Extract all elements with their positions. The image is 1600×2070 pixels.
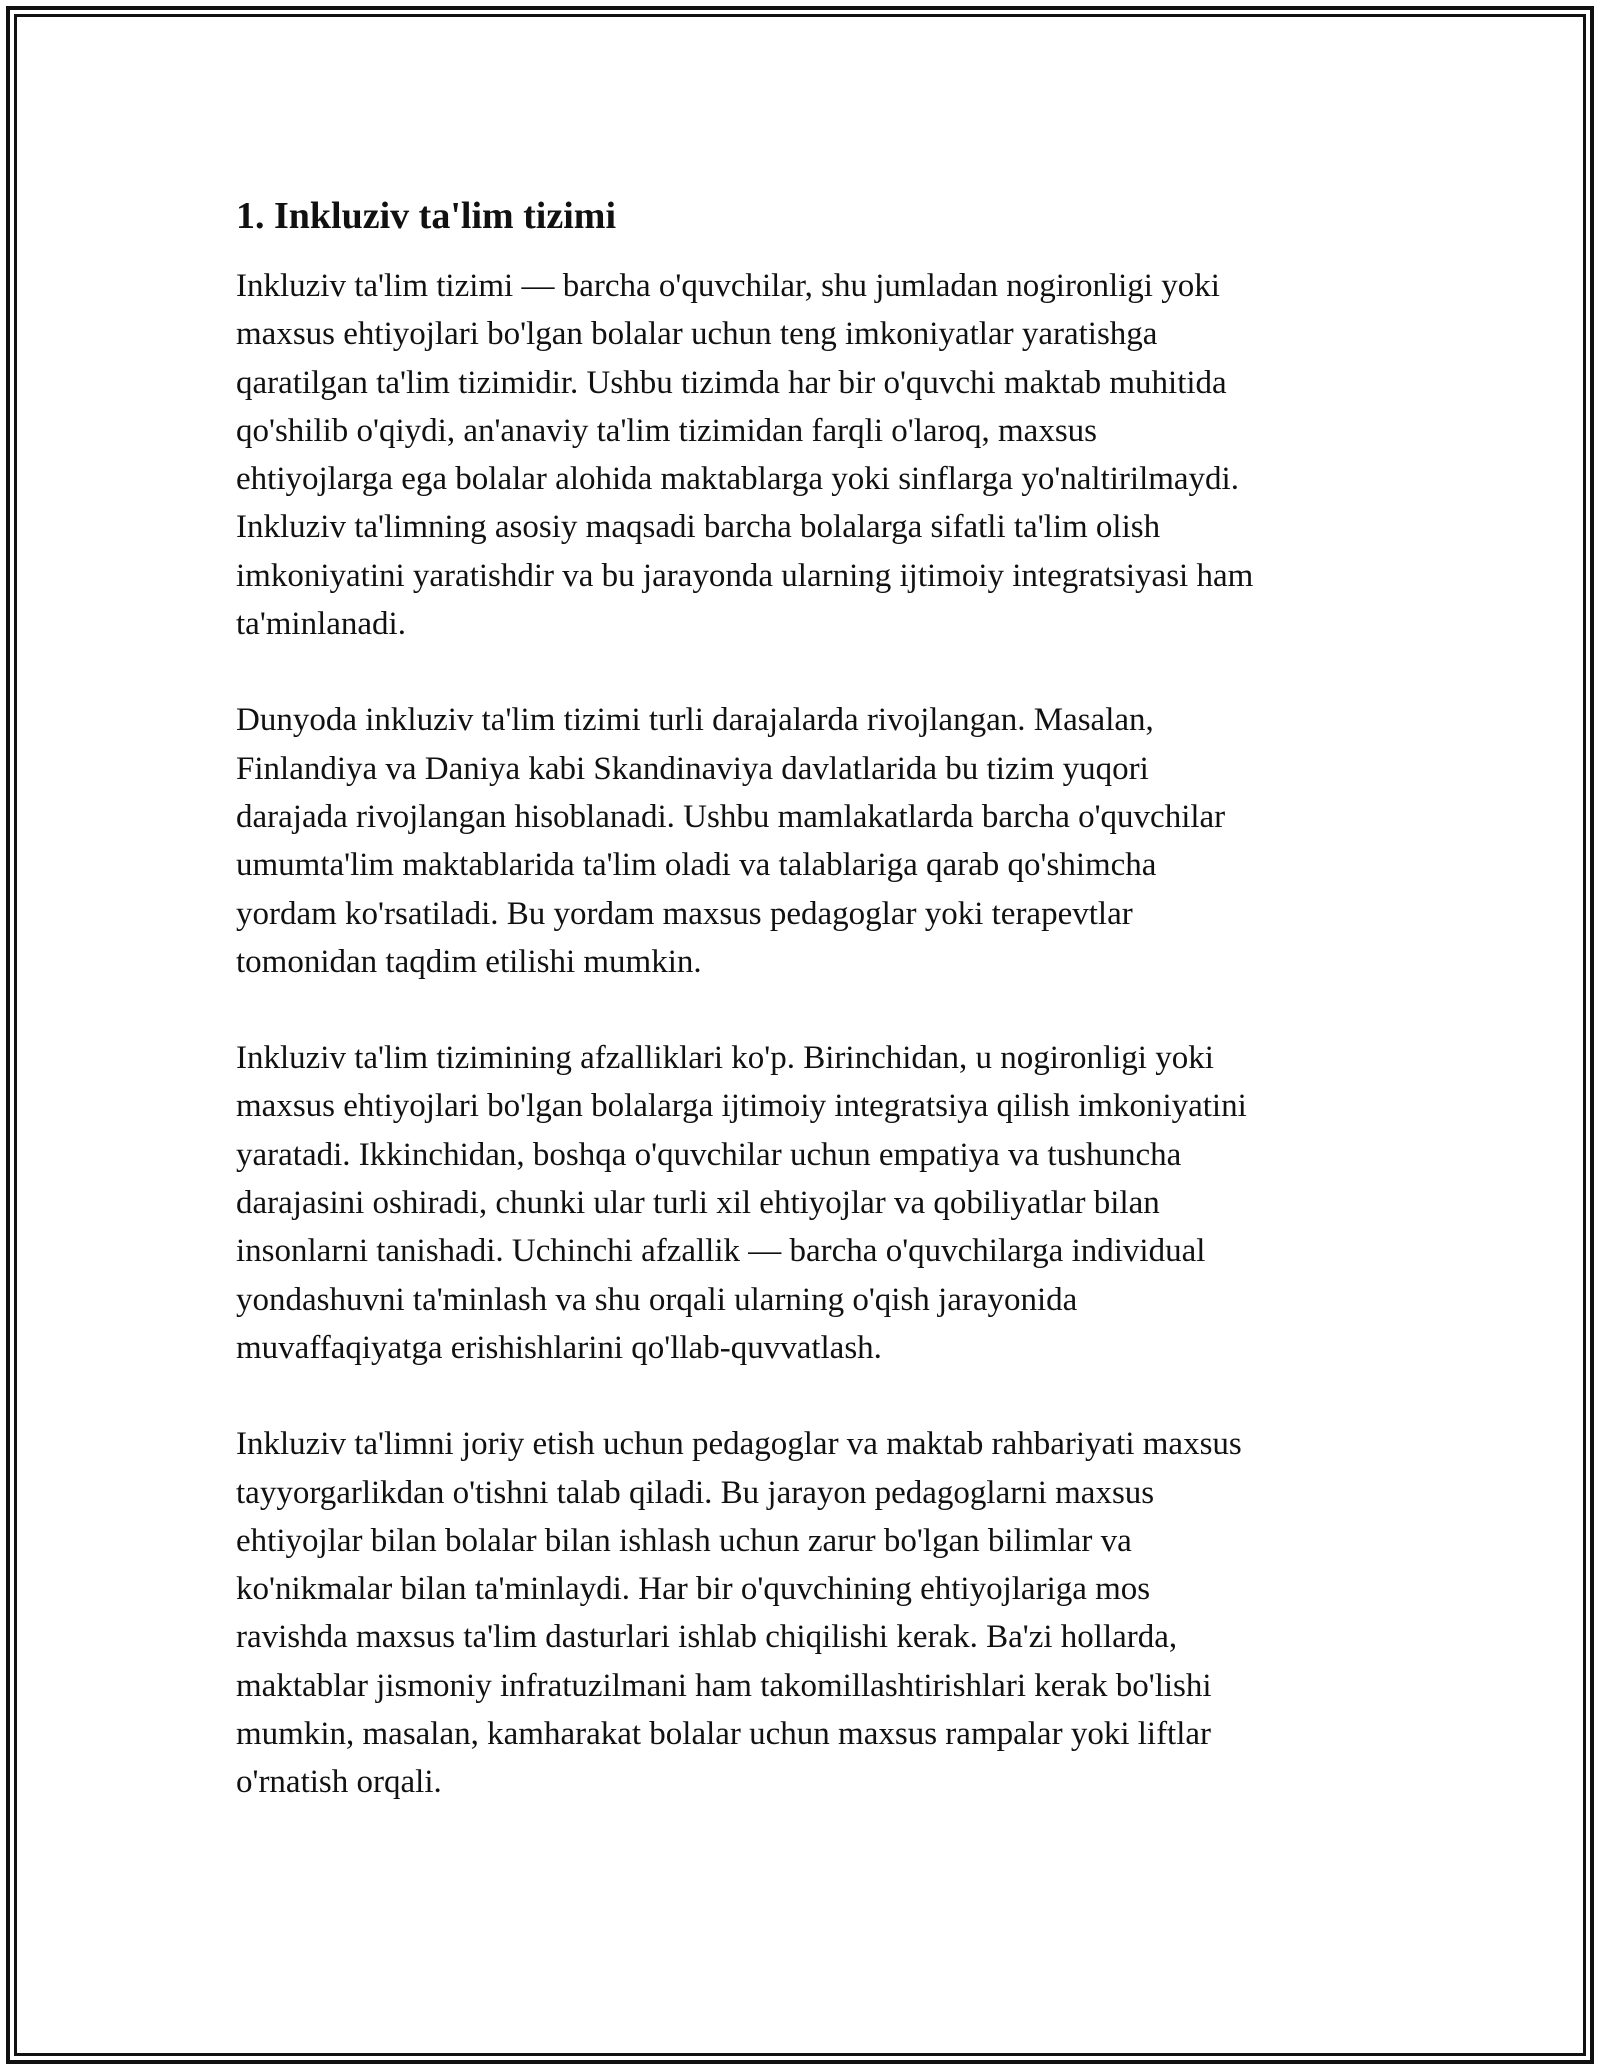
paragraph-definition: Inkluziv ta'lim tizimi — barcha o'quvchilar, shu jumladan nogironligi yoki maxsus ehtiyojlari bo'lgan bolalar uchun teng imkoniyatlar yaratishga qaratilgan ta'lim tizimidir. Ushbu tizimda har bir o'quvchi maktab muhitida qo'shilib o'qiydi, an'anaviy ta'lim tizimidan farqli o'laroq, maxsus ehtiyojlarga ega bolalar alohida maktablarga yoki sinflarga yo'naltirilmaydi. Inkluziv ta'limning asosiy maqsadi barcha bolalarga sifatli ta'lim olish imkoniyatini yaratishdir va bu jarayonda ularning ijtimoiy integratsiyasi ham ta'minlanadi. [236,268,1254,643]
document-body [236,186,1406,1855]
paragraph-world-examples: Dunyoda inkluziv ta'lim tizimi turli darajalarda rivojlangan. Masalan, Finlandiya va Daniya kabi Skandinaviya davlatlarida bu tizim yuqori darajada rivojlangan hisoblanadi. Ushbu mamlakatlarda barcha o'quvchilar umumta'lim maktablarida ta'lim oladi va talablariga qarab qo'shimcha yordam ko'rsatiladi. Bu yordam maxsus pedagoglar yoki terapevtlar tomonidan taqdim etilishi mumkin. [236,702,1226,980]
paragraph-implementation: Inkluziv ta'limni joriy etish uchun pedagoglar va maktab rahbariyati maxsus tayyorgarlikdan o'tishni talab qiladi. Bu jarayon pedagoglarni maxsus ehtiyojlar bilan bolalar bilan ishlash uchun zarur bo'lgan bilimlar va ko'nikmalar bilan ta'minlaydi. Har bir o'quvchining ehtiyojlariga mos ravishda maxsus ta'lim dasturlari ishlab chiqilishi kerak. Ba'zi hollarda, maktablar jismoniy infratuzilmani ham takomillashtirishlari kerak bo'lishi mumkin, masalan, kamharakat bolalar uchun maxsus rampalar yoki liftlar o'rnatish orqali. [236,1426,1242,1801]
section-heading: 1. Inkluziv ta'lim tizimi [236,195,616,237]
paragraph-advantages: Inkluziv ta'lim tizimining afzalliklari ko'p. Birinchidan, u nogironligi yoki maxsus ehtiyojlari bo'lgan bolalarga ijtimoiy integratsiya qilish imkoniyatini yaratadi. Ikkinchidan, boshqa o'quvchilar uchun empatiya va tushuncha darajasini oshiradi, chunki ular turli xil ehtiyojlar va qobiliyatlar bilan insonlarni tanishadi. Uchinchi afzallik — barcha o'quvchilarga individual yondashuvni ta'minlash va shu orqali ularning o'qish jarayonida muvaffaqiyatga erishishlarini qo'llab-quvvatlash. [236,1040,1247,1366]
